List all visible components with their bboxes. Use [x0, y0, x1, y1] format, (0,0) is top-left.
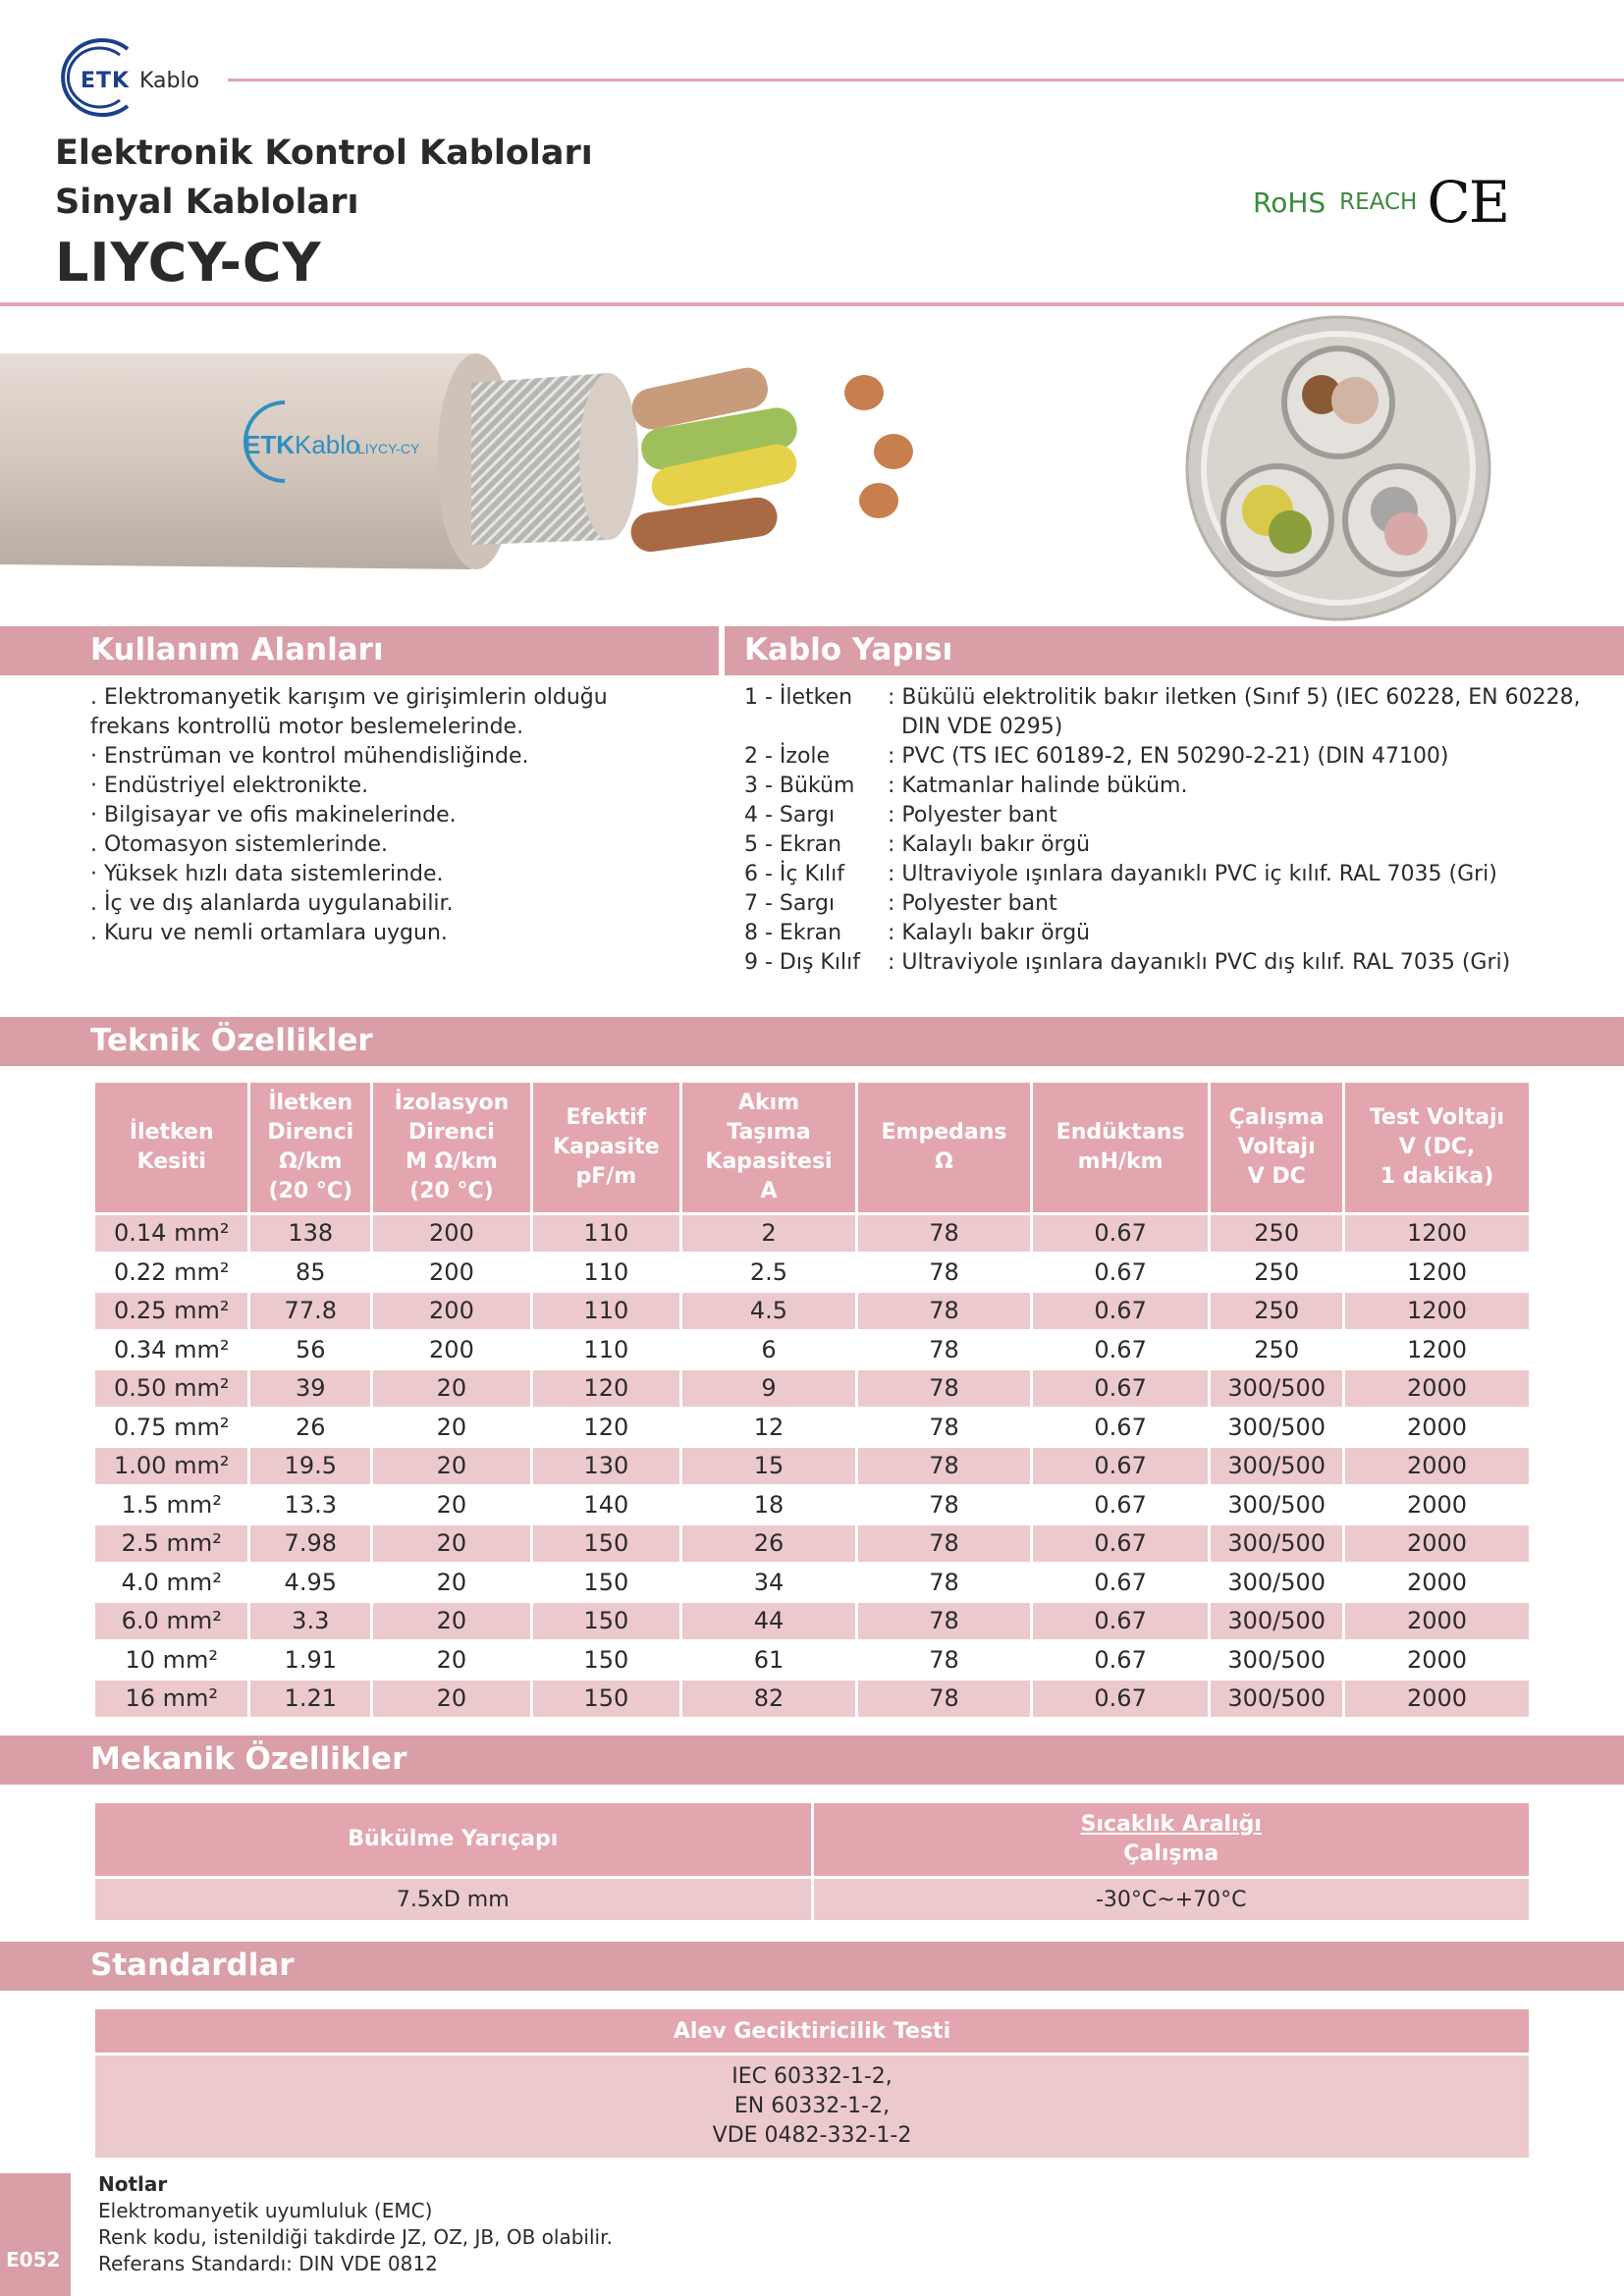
table-cell: 61 — [682, 1642, 855, 1679]
list-item — [744, 860, 1608, 889]
table-row — [95, 1255, 1529, 1291]
table-cell: 2000 — [1345, 1410, 1529, 1446]
structure-description: : Bükülü elektrolitik bakır iletken (Sınıf 5) (IEC 60228, EN 60228, DIN VDE 0295) — [888, 685, 1581, 739]
table-cell: 78 — [858, 1642, 1030, 1679]
table-cell: 44 — [682, 1603, 855, 1639]
table-cell: 0.34 mm² — [95, 1332, 247, 1368]
column-header-line: Test Voltajı — [1369, 1105, 1505, 1130]
structure-description: : Ultraviyole ışınlara dayanıklı PVC dış kılıf. RAL 7035 (Gri) — [888, 950, 1511, 975]
table-cell: 13.3 — [250, 1487, 370, 1523]
table-cell: 300/500 — [1211, 1603, 1342, 1639]
structure-description: : Polyester bant — [888, 891, 1057, 916]
table-cell: 150 — [533, 1681, 679, 1717]
table-row — [95, 1565, 1529, 1601]
table-cell: 77.8 — [250, 1293, 370, 1329]
table-cell: 9 — [682, 1370, 855, 1407]
table-cell: 2000 — [1345, 1370, 1529, 1407]
ce-mark: CE — [1427, 169, 1509, 236]
table-cell: 2000 — [1345, 1642, 1529, 1679]
column-header — [1211, 1083, 1342, 1212]
table-cell: 150 — [533, 1525, 679, 1562]
list-item: · Bilgisayar ve ofis makinelerinde. — [90, 803, 457, 828]
table-cell: 120 — [533, 1370, 679, 1407]
cable-logo-etk: ETK — [244, 430, 295, 459]
table-cell: 1200 — [1345, 1215, 1529, 1252]
column-header-line: Taşıma — [727, 1120, 811, 1145]
bend-radius-header: Bükülme Yarıçapı — [95, 1803, 811, 1876]
table-cell: 20 — [373, 1410, 530, 1446]
column-header-line: (20 °C) — [268, 1179, 353, 1203]
note-line: Renk kodu, istenildiği takdirde JZ, OZ, JB, OB olabilir. — [98, 2225, 613, 2249]
column-header-line: V DC — [1247, 1164, 1306, 1189]
table-body — [95, 1215, 1529, 1717]
list-item: . Kuru ve nemli ortamlara uygun. — [90, 921, 448, 945]
cable-illustration — [0, 334, 943, 589]
table-header-row — [95, 2009, 1529, 2053]
table-row — [95, 1642, 1529, 1679]
logo-etk-text: ETK — [81, 69, 131, 93]
table-cell: 78 — [858, 1410, 1030, 1446]
table-cell: 1.00 mm² — [95, 1448, 247, 1484]
logo-kablo-text: Kablo — [139, 69, 200, 93]
list-item: . Otomasyon sistemlerinde. — [90, 832, 389, 857]
list-item — [744, 801, 1608, 830]
table-cell: 0.67 — [1033, 1487, 1209, 1523]
table-cell: 300/500 — [1211, 1448, 1342, 1484]
list-item — [744, 830, 1608, 860]
structure-description: : PVC (TS IEC 60189-2, EN 50290-2-21) (DIN 47100) — [888, 744, 1449, 769]
table-row — [95, 1603, 1529, 1639]
list-item: . Elektromanyetik karışım ve girişimlerin olduğu frekans kontrollü motor beslemelerinde. — [90, 685, 608, 739]
table-cell: 16 mm² — [95, 1681, 247, 1717]
cable-print: LIYCY-CY — [357, 441, 420, 456]
table-cell: 250 — [1211, 1332, 1342, 1368]
structure-description: : Kalaylı bakır örgü — [888, 921, 1091, 945]
temperature-header — [814, 1803, 1530, 1876]
column-header-line: 1 dakika) — [1380, 1164, 1494, 1189]
note-line: Elektromanyetik uyumluluk (EMC) — [98, 2199, 433, 2222]
brand-logo — [51, 35, 208, 124]
table-cell: 200 — [373, 1255, 530, 1291]
list-item — [744, 948, 1608, 978]
table-cell: 78 — [858, 1565, 1030, 1601]
column-header-line: V (DC, — [1398, 1135, 1476, 1159]
bend-radius-value: 7.5xD mm — [95, 1879, 811, 1920]
structure-number: 9 - Dış Kılıf — [744, 950, 860, 975]
table-cell: 0.25 mm² — [95, 1293, 247, 1329]
flame-test-header: Alev Geciktiricilik Testi — [95, 2009, 1529, 2053]
standard-item: EN 60332-1-2, — [733, 2094, 891, 2118]
table-cell: 78 — [858, 1448, 1030, 1484]
table-cell: 56 — [250, 1332, 370, 1368]
table-row — [95, 1370, 1529, 1407]
column-header-line: (20 °C) — [409, 1179, 494, 1203]
list-item: · Enstrüman ve kontrol mühendisliğinde. — [90, 744, 529, 769]
standard-item: IEC 60332-1-2, — [731, 2064, 893, 2089]
table-cell: 150 — [533, 1642, 679, 1679]
mechanical-title: Mekanik Özellikler — [90, 1741, 407, 1777]
table-cell: 2.5 — [682, 1255, 855, 1291]
table-cell: 150 — [533, 1603, 679, 1639]
table-cell: 0.67 — [1033, 1525, 1209, 1562]
table-cell: 20 — [373, 1370, 530, 1407]
column-header — [1033, 1083, 1209, 1212]
standards-table — [92, 2006, 1532, 2161]
table-cell: 6 — [682, 1332, 855, 1368]
column-header-line: Empedans — [881, 1120, 1007, 1145]
column-header — [1345, 1083, 1529, 1212]
table-cell: 0.67 — [1033, 1410, 1209, 1446]
table-cell: 200 — [373, 1215, 530, 1252]
header-bottom-divider — [0, 302, 1624, 306]
table-cell: 2000 — [1345, 1681, 1529, 1717]
table-row — [95, 1681, 1529, 1717]
table-cell: 110 — [533, 1293, 679, 1329]
table-cell: 300/500 — [1211, 1565, 1342, 1601]
table-cell: 20 — [373, 1681, 530, 1717]
table-row — [95, 1410, 1529, 1446]
table-row — [95, 1487, 1529, 1523]
column-header — [250, 1083, 370, 1212]
structure-number: 8 - Ekran — [744, 921, 842, 945]
category-title: Elektronik Kontrol Kabloları — [55, 133, 593, 173]
column-header-line: mH/km — [1077, 1149, 1164, 1174]
table-row — [95, 2056, 1529, 2158]
structure-number: 1 - İletken — [744, 685, 853, 710]
table-cell: 20 — [373, 1603, 530, 1639]
table-cell: 4.5 — [682, 1293, 855, 1329]
column-header — [373, 1083, 530, 1212]
table-cell: 19.5 — [250, 1448, 370, 1484]
column-header — [682, 1083, 855, 1212]
table-cell: 1.21 — [250, 1681, 370, 1717]
table-cell: 0.75 mm² — [95, 1410, 247, 1446]
table-cell: 2000 — [1345, 1487, 1529, 1523]
structure-number: 7 - Sargı — [744, 891, 836, 916]
column-header-line: Kapasite — [553, 1135, 660, 1159]
table-cell: 2000 — [1345, 1525, 1529, 1562]
table-cell: 300/500 — [1211, 1681, 1342, 1717]
standards-title: Standardlar — [90, 1948, 295, 1983]
table-cell: 300/500 — [1211, 1642, 1342, 1679]
table-cell: 0.67 — [1033, 1255, 1209, 1291]
table-cell: 78 — [858, 1255, 1030, 1291]
table-cell: 2000 — [1345, 1448, 1529, 1484]
table-cell: 78 — [858, 1293, 1030, 1329]
structure-description: : Polyester bant — [888, 803, 1057, 828]
column-header-line: M Ω/km — [406, 1149, 498, 1174]
product-code: LIYCY-CY — [55, 232, 322, 294]
table-cell: 20 — [373, 1642, 530, 1679]
table-cell: 300/500 — [1211, 1487, 1342, 1523]
table-cell: 2000 — [1345, 1603, 1529, 1639]
column-header-line: Ω/km — [279, 1149, 343, 1174]
table-cell: 2000 — [1345, 1565, 1529, 1601]
technical-title: Teknik Özellikler — [90, 1023, 373, 1058]
table-cell: 26 — [682, 1525, 855, 1562]
structure-title: Kablo Yapısı — [744, 632, 953, 667]
temperature-header-line2: Çalışma — [1123, 1842, 1219, 1866]
table-cell: 3.3 — [250, 1603, 370, 1639]
list-item: · Yüksek hızlı data sistemlerinde. — [90, 862, 444, 886]
table-cell: 26 — [250, 1410, 370, 1446]
column-header-line: Kesiti — [136, 1149, 206, 1174]
column-header-line: Ω — [935, 1149, 953, 1174]
page-number: E052 — [6, 2248, 61, 2271]
table-cell: 110 — [533, 1332, 679, 1368]
table-cell: 85 — [250, 1255, 370, 1291]
table-cell: 10 mm² — [95, 1642, 247, 1679]
table-cell: 1200 — [1345, 1255, 1529, 1291]
certifications — [1253, 169, 1509, 236]
list-item — [744, 683, 1608, 742]
list-item: . İç ve dış alanlarda uygulanabilir. — [90, 891, 454, 916]
table-cell: 250 — [1211, 1293, 1342, 1329]
table-cell: 4.95 — [250, 1565, 370, 1601]
table-cell: 78 — [858, 1332, 1030, 1368]
notes — [98, 2171, 613, 2277]
table-cell: 78 — [858, 1215, 1030, 1252]
table-cell: 300/500 — [1211, 1410, 1342, 1446]
column-header-line: İletken — [129, 1120, 214, 1145]
column-header-line: Efektif — [566, 1105, 647, 1130]
table-cell: 150 — [533, 1565, 679, 1601]
list-item — [744, 919, 1608, 948]
table-cell: 200 — [373, 1293, 530, 1329]
column-header — [95, 1083, 247, 1212]
rohs-mark: RoHS — [1253, 186, 1326, 219]
table-row — [95, 1215, 1529, 1252]
table-cell: 250 — [1211, 1255, 1342, 1291]
table-cell: 12 — [682, 1410, 855, 1446]
column-header-line: pF/m — [575, 1164, 637, 1189]
list-item: · Endüstriyel elektronikte. — [90, 774, 369, 798]
structure-number: 3 - Büküm — [744, 774, 855, 798]
column-header-line: Kapasitesi — [705, 1149, 833, 1174]
table-cell: 300/500 — [1211, 1370, 1342, 1407]
column-header — [858, 1083, 1030, 1212]
flame-test-values — [95, 2056, 1529, 2158]
table-cell: 82 — [682, 1681, 855, 1717]
usage-title: Kullanım Alanları — [90, 632, 384, 667]
table-cell: 20 — [373, 1525, 530, 1562]
table-cell: 1200 — [1345, 1293, 1529, 1329]
table-cell: 20 — [373, 1487, 530, 1523]
list-item — [744, 742, 1608, 772]
temperature-value: -30°C~+70°C — [814, 1879, 1530, 1920]
column-header-line: Direnci — [408, 1120, 495, 1145]
structure-number: 2 - İzole — [744, 744, 831, 769]
structure-list — [744, 683, 1608, 978]
table-cell: 1.5 mm² — [95, 1487, 247, 1523]
table-cell: 20 — [373, 1448, 530, 1484]
table-row — [95, 1448, 1529, 1484]
table-cell: 0.67 — [1033, 1293, 1209, 1329]
table-row — [95, 1525, 1529, 1562]
structure-description: : Katmanlar halinde büküm. — [888, 774, 1188, 798]
reach-mark: REACH — [1339, 189, 1418, 215]
table-cell: 39 — [250, 1370, 370, 1407]
table-cell: 120 — [533, 1410, 679, 1446]
table-cell: 0.67 — [1033, 1681, 1209, 1717]
table-cell: 200 — [373, 1332, 530, 1368]
table-cell: 0.67 — [1033, 1370, 1209, 1407]
table-cell: 34 — [682, 1565, 855, 1601]
structure-number: 6 - İç Kılıf — [744, 862, 845, 886]
table-cell: 0.67 — [1033, 1565, 1209, 1601]
table-row — [95, 1879, 1529, 1920]
column-header-line: Voltajı — [1237, 1135, 1316, 1159]
table-header-row — [95, 1803, 1529, 1876]
table-cell: 7.98 — [250, 1525, 370, 1562]
note-line: Referans Standardı: DIN VDE 0812 — [98, 2252, 438, 2275]
column-header-line: Çalışma — [1228, 1105, 1325, 1130]
table-cell: 78 — [858, 1487, 1030, 1523]
column-header-line: İletken — [268, 1091, 353, 1115]
table-cell: 15 — [682, 1448, 855, 1484]
temperature-header-line1: Sıcaklık Aralığı — [1080, 1812, 1262, 1837]
table-cell: 78 — [858, 1370, 1030, 1407]
structure-number: 5 - Ekran — [744, 832, 842, 857]
table-cell: 130 — [533, 1448, 679, 1484]
table-cell: 0.67 — [1033, 1603, 1209, 1639]
table-cell: 78 — [858, 1525, 1030, 1562]
standard-item: VDE 0482-332-1-2 — [712, 2123, 912, 2148]
table-cell: 0.22 mm² — [95, 1255, 247, 1291]
table-cell: 0.67 — [1033, 1642, 1209, 1679]
table-cell: 110 — [533, 1215, 679, 1252]
table-cell: 2.5 mm² — [95, 1525, 247, 1562]
column-header-line: Endüktans — [1056, 1120, 1185, 1145]
mechanical-table — [92, 1800, 1532, 1923]
subcategory-title: Sinyal Kabloları — [55, 183, 359, 222]
structure-description: : Kalaylı bakır örgü — [888, 832, 1091, 857]
technical-table — [92, 1080, 1532, 1720]
table-row — [95, 1293, 1529, 1329]
table-cell: 0.67 — [1033, 1448, 1209, 1484]
table-row — [95, 1332, 1529, 1368]
table-cell: 0.67 — [1033, 1215, 1209, 1252]
notes-title: Notlar — [98, 2172, 168, 2196]
table-cell: 250 — [1211, 1215, 1342, 1252]
table-cell: 78 — [858, 1681, 1030, 1717]
table-cell: 4.0 mm² — [95, 1565, 247, 1601]
structure-number: 4 - Sargı — [744, 803, 836, 828]
usage-list — [90, 683, 689, 948]
table-cell: 300/500 — [1211, 1525, 1342, 1562]
column-header-line: Direnci — [267, 1120, 354, 1145]
header-divider — [228, 79, 1624, 81]
table-cell: 140 — [533, 1487, 679, 1523]
table-header-row — [95, 1083, 1529, 1212]
list-item — [744, 889, 1608, 919]
structure-description: : Ultraviyole ışınlara dayanıklı PVC iç kılıf. RAL 7035 (Gri) — [888, 862, 1497, 886]
cable-logo-kablo: Kablo — [295, 430, 360, 459]
table-cell: 138 — [250, 1215, 370, 1252]
cable-cross-section — [1184, 314, 1492, 622]
table-cell: 0.67 — [1033, 1332, 1209, 1368]
table-cell: 1200 — [1345, 1332, 1529, 1368]
table-cell: 6.0 mm² — [95, 1603, 247, 1639]
table-cell: 20 — [373, 1565, 530, 1601]
table-cell: 0.50 mm² — [95, 1370, 247, 1407]
table-cell: 18 — [682, 1487, 855, 1523]
column-header-line: Akım — [737, 1091, 800, 1115]
column-header — [533, 1083, 679, 1212]
table-cell: 0.14 mm² — [95, 1215, 247, 1252]
table-cell: 78 — [858, 1603, 1030, 1639]
table-cell: 2 — [682, 1215, 855, 1252]
column-header-line: İzolasyon — [394, 1091, 510, 1115]
table-cell: 110 — [533, 1255, 679, 1291]
page-tab — [0, 2173, 71, 2296]
table-cell: 1.91 — [250, 1642, 370, 1679]
column-header-line: A — [760, 1179, 778, 1203]
list-item — [744, 772, 1608, 801]
